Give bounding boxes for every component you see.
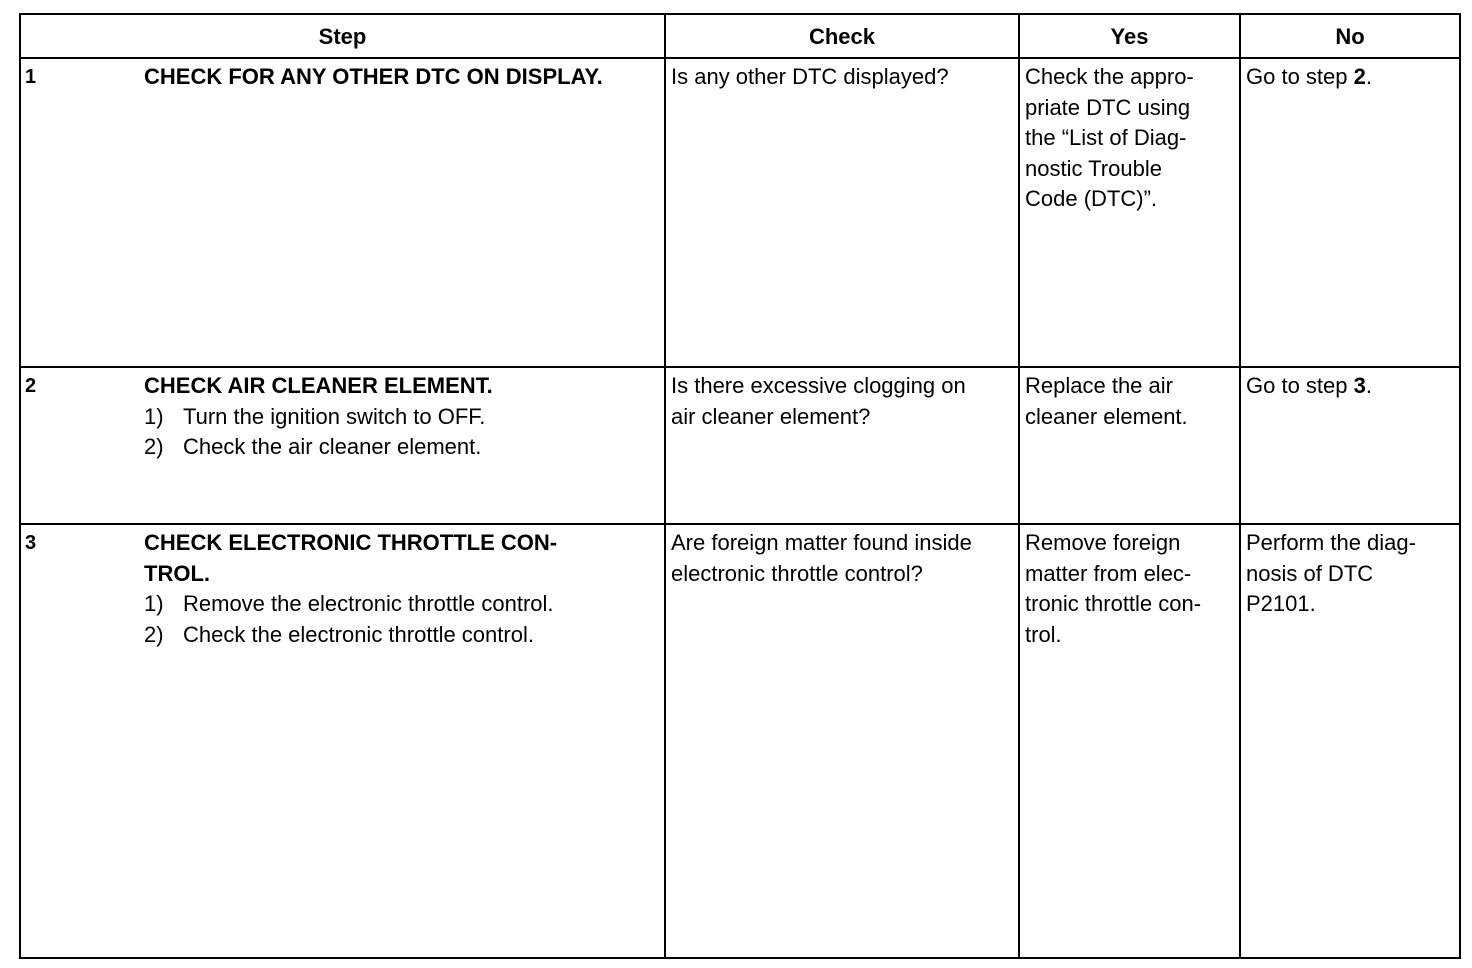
substep-item: 2) Check the electronic throttle control. <box>144 621 534 647</box>
step-title: CHECK ELECTRONIC THROTTLE CON- TROL. <box>144 530 558 586</box>
header-check: Check <box>665 14 1019 58</box>
step-cell <box>20 524 665 958</box>
yes-cell <box>1019 524 1240 958</box>
no-text: Perform the diag- nosis of DTC P2101. <box>1246 530 1416 616</box>
step-number: 3 <box>25 532 37 554</box>
header-no: No <box>1240 14 1460 58</box>
step-title: CHECK AIR CLEANER ELEMENT. <box>144 373 493 398</box>
no-cell <box>1240 524 1460 958</box>
substep-item: 1) Remove the electronic throttle control. <box>144 591 554 616</box>
check-cell <box>665 367 1019 524</box>
substep-list <box>144 402 660 463</box>
check-text: Is there excessive clogging on air cleaner element? <box>671 373 966 429</box>
substep-item: 1) Turn the ignition switch to OFF. <box>144 403 486 429</box>
table-row <box>20 367 1460 524</box>
check-cell <box>665 58 1019 367</box>
table-row <box>20 524 1460 958</box>
header-row <box>20 14 1460 58</box>
substep-list <box>144 589 660 650</box>
header-yes: Yes <box>1019 14 1240 58</box>
yes-text: Replace the air cleaner element. <box>1025 373 1188 429</box>
yes-cell <box>1019 367 1240 524</box>
no-cell <box>1240 367 1460 524</box>
yes-text: Check the appro- priate DTC using the “List of Diag- nostic Trouble Code (DTC)”. <box>1025 64 1194 211</box>
no-text: Go to step 3. <box>1246 373 1372 398</box>
check-text: Are foreign matter found inside electronic throttle control? <box>671 530 972 586</box>
no-text: Go to step 2. <box>1246 64 1372 89</box>
step-title: CHECK FOR ANY OTHER DTC ON DISPLAY. <box>144 64 603 89</box>
substep-item: 2) Check the air cleaner element. <box>144 434 482 459</box>
step-number: 2 <box>25 375 37 397</box>
step-cell <box>20 367 665 524</box>
diagnostic-table <box>19 13 1461 959</box>
yes-cell <box>1019 58 1240 367</box>
check-text: Is any other DTC displayed? <box>671 64 949 89</box>
yes-text: Remove foreign matter from elec- tronic throttle con- trol. <box>1025 530 1202 647</box>
check-cell <box>665 524 1019 958</box>
step-cell <box>20 58 665 367</box>
header-step: Step <box>20 14 665 58</box>
step-number: 1 <box>25 66 37 88</box>
no-cell <box>1240 58 1460 367</box>
table-row <box>20 58 1460 367</box>
